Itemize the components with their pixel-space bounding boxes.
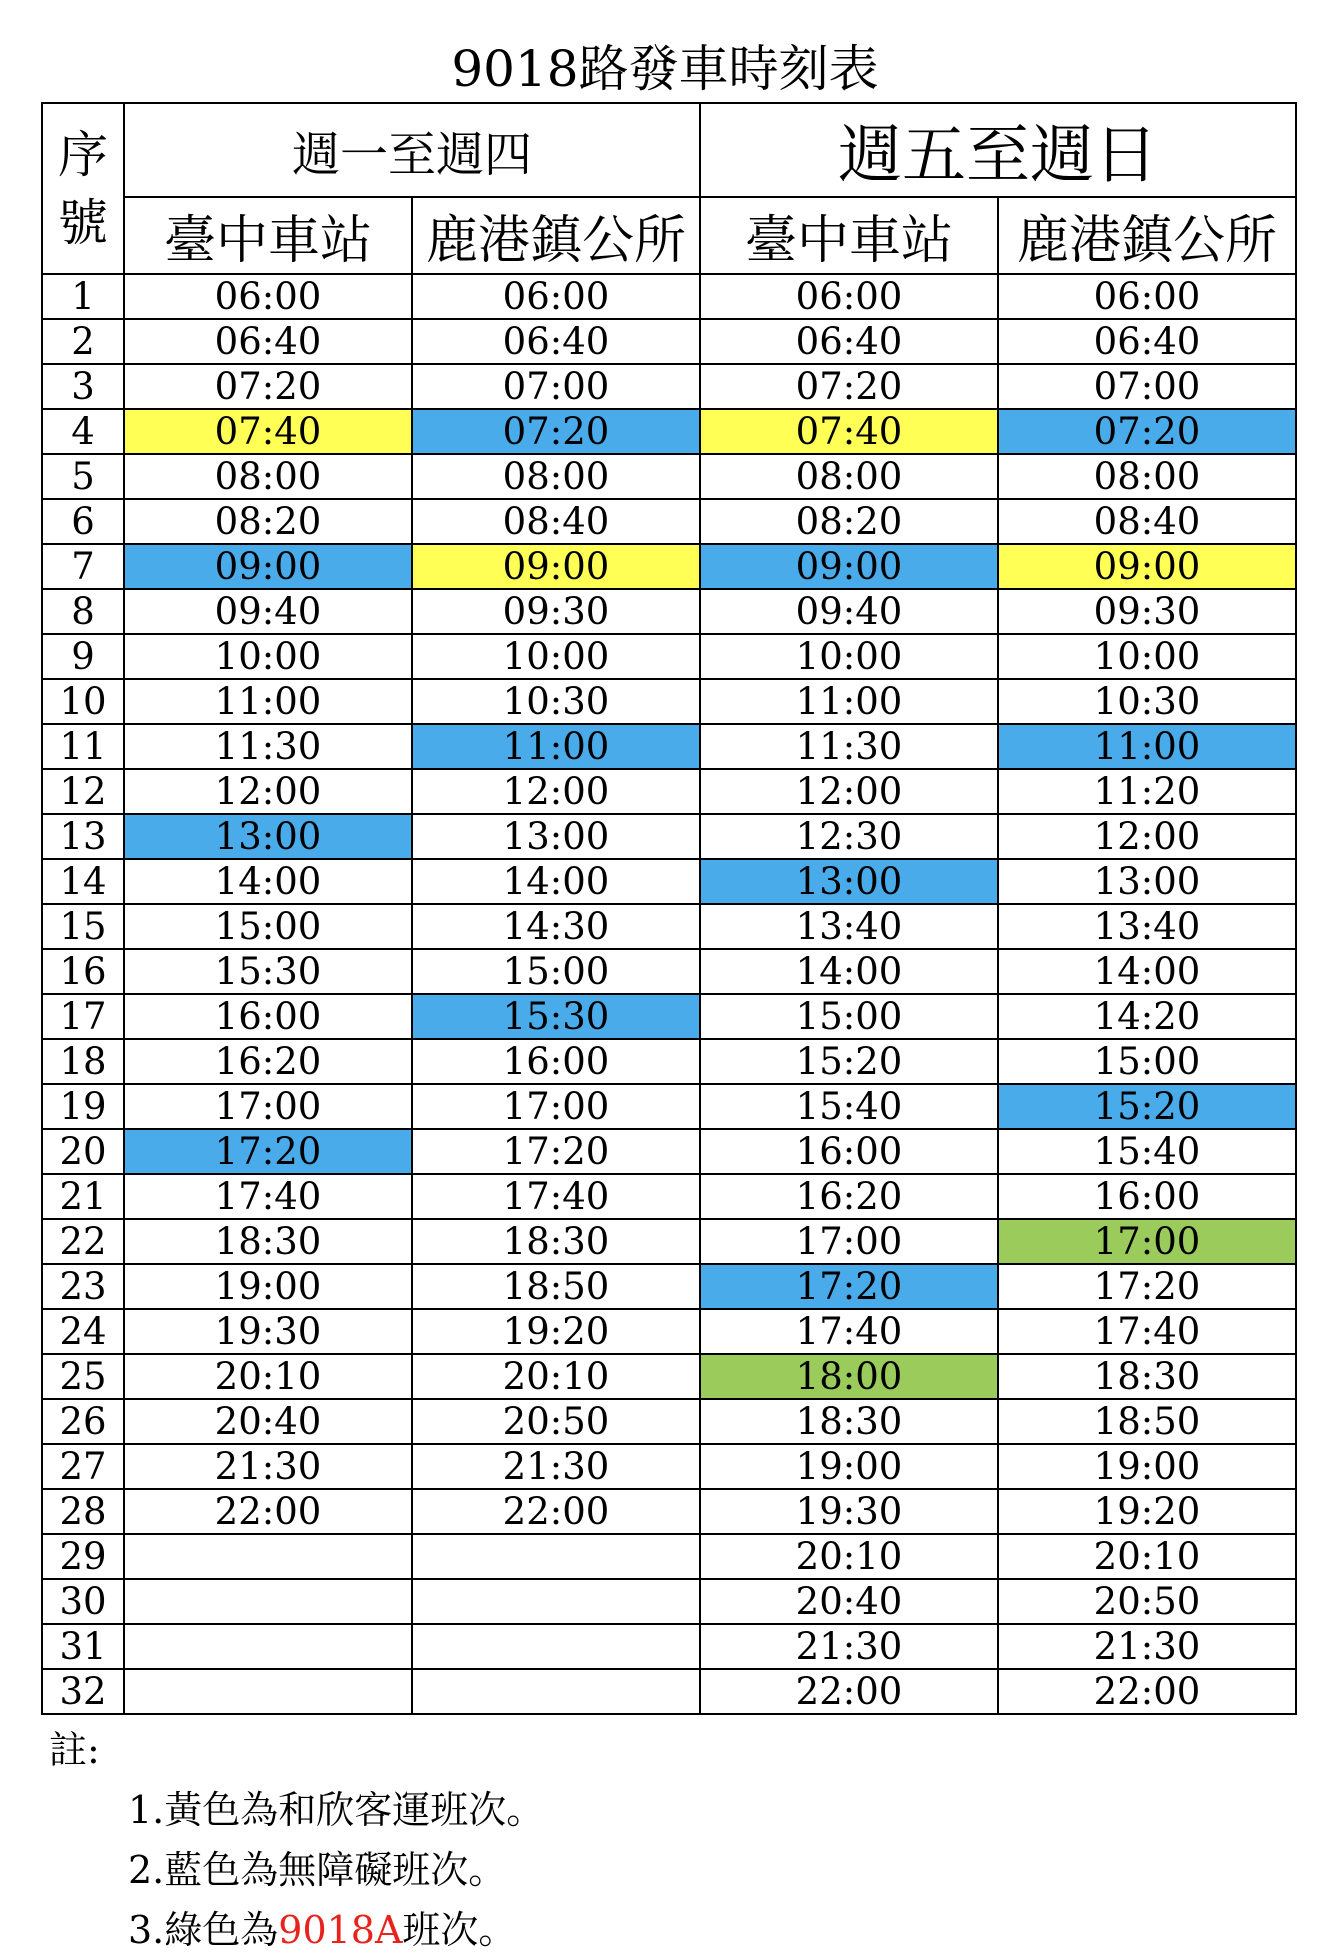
weekday-lukang-time (412, 1669, 700, 1714)
weekday-lukang-time: 11:00 (412, 724, 700, 769)
weekend-taichung-time: 09:40 (700, 589, 998, 634)
row-number: 22 (42, 1219, 124, 1264)
table-row (42, 1624, 1296, 1669)
weekday-lukang-time: 10:30 (412, 679, 700, 724)
weekend-taichung-time: 08:20 (700, 499, 998, 544)
row-number: 12 (42, 769, 124, 814)
weekend-lukang-time: 19:20 (998, 1489, 1296, 1534)
weekend-lukang-time: 16:00 (998, 1174, 1296, 1219)
weekday-lukang-time: 13:00 (412, 814, 700, 859)
weekday-lukang-time: 07:20 (412, 409, 700, 454)
weekend-lukang-time: 12:00 (998, 814, 1296, 859)
table-row (42, 1219, 1296, 1264)
weekday-lukang-time: 18:30 (412, 1219, 700, 1264)
weekday-lukang-time: 22:00 (412, 1489, 700, 1534)
weekend-group-header: 週五至週日 (700, 103, 1296, 197)
weekend-lukang-time: 07:20 (998, 409, 1296, 454)
weekend-lukang-time: 14:20 (998, 994, 1296, 1039)
weekday-taichung-time: 20:40 (124, 1399, 412, 1444)
weekend-lukang-time: 11:20 (998, 769, 1296, 814)
weekend-taichung-time: 18:30 (700, 1399, 998, 1444)
weekend-lukang-time: 13:00 (998, 859, 1296, 904)
row-number: 2 (42, 319, 124, 364)
weekday-lukang-time: 08:00 (412, 454, 700, 499)
weekday-lukang-time: 06:00 (412, 274, 700, 319)
weekday-group-header: 週一至週四 (124, 103, 700, 197)
schedule-table (41, 102, 1297, 1715)
weekday-lukang-time: 14:30 (412, 904, 700, 949)
weekday-lukang-time: 06:40 (412, 319, 700, 364)
weekend-lukang-time: 20:10 (998, 1534, 1296, 1579)
weekday-taichung-time: 11:30 (124, 724, 412, 769)
weekend-lukang-time: 09:30 (998, 589, 1296, 634)
weekday-taichung-time: 12:00 (124, 769, 412, 814)
row-number: 14 (42, 859, 124, 904)
weekday-lukang-time: 18:50 (412, 1264, 700, 1309)
weekday-taichung-time: 07:20 (124, 364, 412, 409)
weekday-lukang-header: 鹿港鎮公所 (412, 197, 700, 274)
weekend-taichung-time: 16:00 (700, 1129, 998, 1174)
weekday-lukang-time: 20:50 (412, 1399, 700, 1444)
row-number: 15 (42, 904, 124, 949)
weekend-lukang-time: 19:00 (998, 1444, 1296, 1489)
row-number: 4 (42, 409, 124, 454)
weekday-lukang-time (412, 1534, 700, 1579)
weekend-lukang-time: 17:00 (998, 1219, 1296, 1264)
weekend-taichung-time: 07:40 (700, 409, 998, 454)
weekday-lukang-time: 08:40 (412, 499, 700, 544)
table-row (42, 1039, 1296, 1084)
weekend-lukang-time: 07:00 (998, 364, 1296, 409)
weekend-taichung-time: 12:00 (700, 769, 998, 814)
weekday-lukang-time: 17:00 (412, 1084, 700, 1129)
weekend-taichung-time: 13:00 (700, 859, 998, 904)
weekend-taichung-time: 22:00 (700, 1669, 998, 1714)
weekend-taichung-time: 15:40 (700, 1084, 998, 1129)
weekday-lukang-time (412, 1624, 700, 1669)
weekday-lukang-time: 19:20 (412, 1309, 700, 1354)
weekend-taichung-time: 16:20 (700, 1174, 998, 1219)
weekday-lukang-time: 07:00 (412, 364, 700, 409)
weekend-lukang-time: 13:40 (998, 904, 1296, 949)
table-row (42, 949, 1296, 994)
weekday-taichung-time: 17:40 (124, 1174, 412, 1219)
weekday-taichung-time: 06:00 (124, 274, 412, 319)
row-number: 24 (42, 1309, 124, 1354)
weekday-taichung-time: 07:40 (124, 409, 412, 454)
table-row (42, 1399, 1296, 1444)
weekend-taichung-time: 17:40 (700, 1309, 998, 1354)
weekend-taichung-header: 臺中車站 (700, 197, 998, 274)
weekday-lukang-time: 15:30 (412, 994, 700, 1039)
weekend-taichung-time: 18:00 (700, 1354, 998, 1399)
weekday-taichung-time: 22:00 (124, 1489, 412, 1534)
row-number: 31 (42, 1624, 124, 1669)
row-number: 16 (42, 949, 124, 994)
table-row (42, 499, 1296, 544)
weekday-lukang-time: 21:30 (412, 1444, 700, 1489)
row-number: 27 (42, 1444, 124, 1489)
weekend-lukang-time: 20:50 (998, 1579, 1296, 1624)
table-row (42, 589, 1296, 634)
weekday-taichung-time: 15:30 (124, 949, 412, 994)
weekend-lukang-time: 15:20 (998, 1084, 1296, 1129)
weekend-taichung-time: 13:40 (700, 904, 998, 949)
weekend-taichung-time: 06:00 (700, 274, 998, 319)
weekend-lukang-header: 鹿港鎮公所 (998, 197, 1296, 274)
table-row (42, 1309, 1296, 1354)
weekday-taichung-time: 13:00 (124, 814, 412, 859)
weekend-taichung-time: 17:00 (700, 1219, 998, 1264)
table-row (42, 454, 1296, 499)
row-number: 32 (42, 1669, 124, 1714)
weekend-taichung-time: 21:30 (700, 1624, 998, 1669)
weekday-lukang-time: 15:00 (412, 949, 700, 994)
row-number: 30 (42, 1579, 124, 1624)
weekday-lukang-time (412, 1579, 700, 1624)
row-number: 17 (42, 994, 124, 1039)
weekend-taichung-time: 11:30 (700, 724, 998, 769)
table-row (42, 1534, 1296, 1579)
row-number: 21 (42, 1174, 124, 1219)
weekday-taichung-time: 15:00 (124, 904, 412, 949)
weekday-taichung-time: 19:00 (124, 1264, 412, 1309)
table-row (42, 1489, 1296, 1534)
note-green-route: 9018A (278, 1908, 403, 1952)
table-row (42, 409, 1296, 454)
weekday-taichung-time (124, 1624, 412, 1669)
weekday-lukang-time: 09:30 (412, 589, 700, 634)
weekday-taichung-time (124, 1534, 412, 1579)
row-number: 10 (42, 679, 124, 724)
row-number: 9 (42, 634, 124, 679)
row-number: 13 (42, 814, 124, 859)
weekday-lukang-time: 09:00 (412, 544, 700, 589)
table-row (42, 994, 1296, 1039)
weekend-lukang-time: 21:30 (998, 1624, 1296, 1669)
weekday-taichung-header: 臺中車站 (124, 197, 412, 274)
note-green-suffix: 班次。 (402, 1908, 517, 1952)
table-row (42, 364, 1296, 409)
row-number: 8 (42, 589, 124, 634)
weekday-taichung-time: 10:00 (124, 634, 412, 679)
weekday-taichung-time (124, 1579, 412, 1624)
table-row (42, 1084, 1296, 1129)
weekend-taichung-time: 07:20 (700, 364, 998, 409)
table-row (42, 319, 1296, 364)
weekend-taichung-time: 17:20 (700, 1264, 998, 1309)
weekday-taichung-time: 09:00 (124, 544, 412, 589)
weekday-taichung-time: 18:30 (124, 1219, 412, 1264)
table-row (42, 1264, 1296, 1309)
weekday-taichung-time: 09:40 (124, 589, 412, 634)
table-row (42, 1354, 1296, 1399)
weekday-taichung-time (124, 1669, 412, 1714)
weekend-lukang-time: 08:40 (998, 499, 1296, 544)
row-number: 23 (42, 1264, 124, 1309)
weekend-lukang-time: 09:00 (998, 544, 1296, 589)
table-row (42, 274, 1296, 319)
weekend-lukang-time: 11:00 (998, 724, 1296, 769)
table-row (42, 679, 1296, 724)
weekday-lukang-time: 12:00 (412, 769, 700, 814)
weekday-taichung-time: 19:30 (124, 1309, 412, 1354)
weekend-lukang-time: 10:00 (998, 634, 1296, 679)
weekday-lukang-time: 14:00 (412, 859, 700, 904)
weekend-lukang-time: 06:00 (998, 274, 1296, 319)
table-row (42, 1579, 1296, 1624)
note-green (49, 1900, 1249, 1960)
weekday-taichung-time: 21:30 (124, 1444, 412, 1489)
weekday-taichung-time: 11:00 (124, 679, 412, 724)
weekend-lukang-time: 14:00 (998, 949, 1296, 994)
weekend-lukang-time: 18:30 (998, 1354, 1296, 1399)
table-row (42, 1444, 1296, 1489)
weekday-lukang-time: 17:20 (412, 1129, 700, 1174)
weekend-taichung-time: 06:40 (700, 319, 998, 364)
weekend-lukang-time: 17:20 (998, 1264, 1296, 1309)
weekend-lukang-time: 17:40 (998, 1309, 1296, 1354)
weekend-lukang-time: 08:00 (998, 454, 1296, 499)
row-number: 6 (42, 499, 124, 544)
weekend-lukang-time: 15:00 (998, 1039, 1296, 1084)
weekend-taichung-time: 08:00 (700, 454, 998, 499)
table-row (42, 769, 1296, 814)
weekend-lukang-time: 10:30 (998, 679, 1296, 724)
weekday-lukang-time: 10:00 (412, 634, 700, 679)
table-row (42, 904, 1296, 949)
weekday-taichung-time: 17:20 (124, 1129, 412, 1174)
row-number: 1 (42, 274, 124, 319)
table-row (42, 634, 1296, 679)
weekday-taichung-time: 08:20 (124, 499, 412, 544)
weekday-taichung-time: 17:00 (124, 1084, 412, 1129)
weekday-taichung-time: 08:00 (124, 454, 412, 499)
row-number: 28 (42, 1489, 124, 1534)
weekend-taichung-time: 15:00 (700, 994, 998, 1039)
row-number: 19 (42, 1084, 124, 1129)
weekend-taichung-time: 20:40 (700, 1579, 998, 1624)
note-blue: 2.藍色為無障礙班次。 (128, 1848, 507, 1892)
row-number: 5 (42, 454, 124, 499)
page-title: 9018路發車時刻表 (451, 40, 879, 98)
table-row (42, 814, 1296, 859)
weekday-taichung-time: 14:00 (124, 859, 412, 904)
weekend-taichung-time: 09:00 (700, 544, 998, 589)
note-yellow: 1.黃色為和欣客運班次。 (128, 1788, 545, 1832)
weekend-taichung-time: 12:30 (700, 814, 998, 859)
table-row (42, 1669, 1296, 1714)
weekend-taichung-time: 14:00 (700, 949, 998, 994)
notes-label: 註: (49, 1728, 100, 1772)
weekend-lukang-time: 15:40 (998, 1129, 1296, 1174)
table-row (42, 1129, 1296, 1174)
weekend-lukang-time: 18:50 (998, 1399, 1296, 1444)
weekday-taichung-time: 06:40 (124, 319, 412, 364)
schedule-body (42, 274, 1296, 1714)
weekend-taichung-time: 15:20 (700, 1039, 998, 1084)
table-row (42, 544, 1296, 589)
row-number: 7 (42, 544, 124, 589)
weekend-taichung-time: 11:00 (700, 679, 998, 724)
row-number: 20 (42, 1129, 124, 1174)
row-number: 26 (42, 1399, 124, 1444)
weekend-taichung-time: 19:30 (700, 1489, 998, 1534)
weekend-taichung-time: 19:00 (700, 1444, 998, 1489)
seq-header: 序號 (42, 103, 124, 274)
weekday-lukang-time: 20:10 (412, 1354, 700, 1399)
weekday-lukang-time: 16:00 (412, 1039, 700, 1084)
row-number: 18 (42, 1039, 124, 1084)
weekend-taichung-time: 10:00 (700, 634, 998, 679)
notes-section (49, 1720, 1249, 1960)
table-row (42, 859, 1296, 904)
row-number: 3 (42, 364, 124, 409)
table-row (42, 724, 1296, 769)
weekday-taichung-time: 20:10 (124, 1354, 412, 1399)
row-number: 25 (42, 1354, 124, 1399)
table-row (42, 1174, 1296, 1219)
weekday-taichung-time: 16:00 (124, 994, 412, 1039)
weekend-lukang-time: 06:40 (998, 319, 1296, 364)
row-number: 11 (42, 724, 124, 769)
row-number: 29 (42, 1534, 124, 1579)
weekday-lukang-time: 17:40 (412, 1174, 700, 1219)
weekday-taichung-time: 16:20 (124, 1039, 412, 1084)
note-green-prefix: 3.綠色為 (128, 1908, 279, 1952)
weekend-lukang-time: 22:00 (998, 1669, 1296, 1714)
weekend-taichung-time: 20:10 (700, 1534, 998, 1579)
